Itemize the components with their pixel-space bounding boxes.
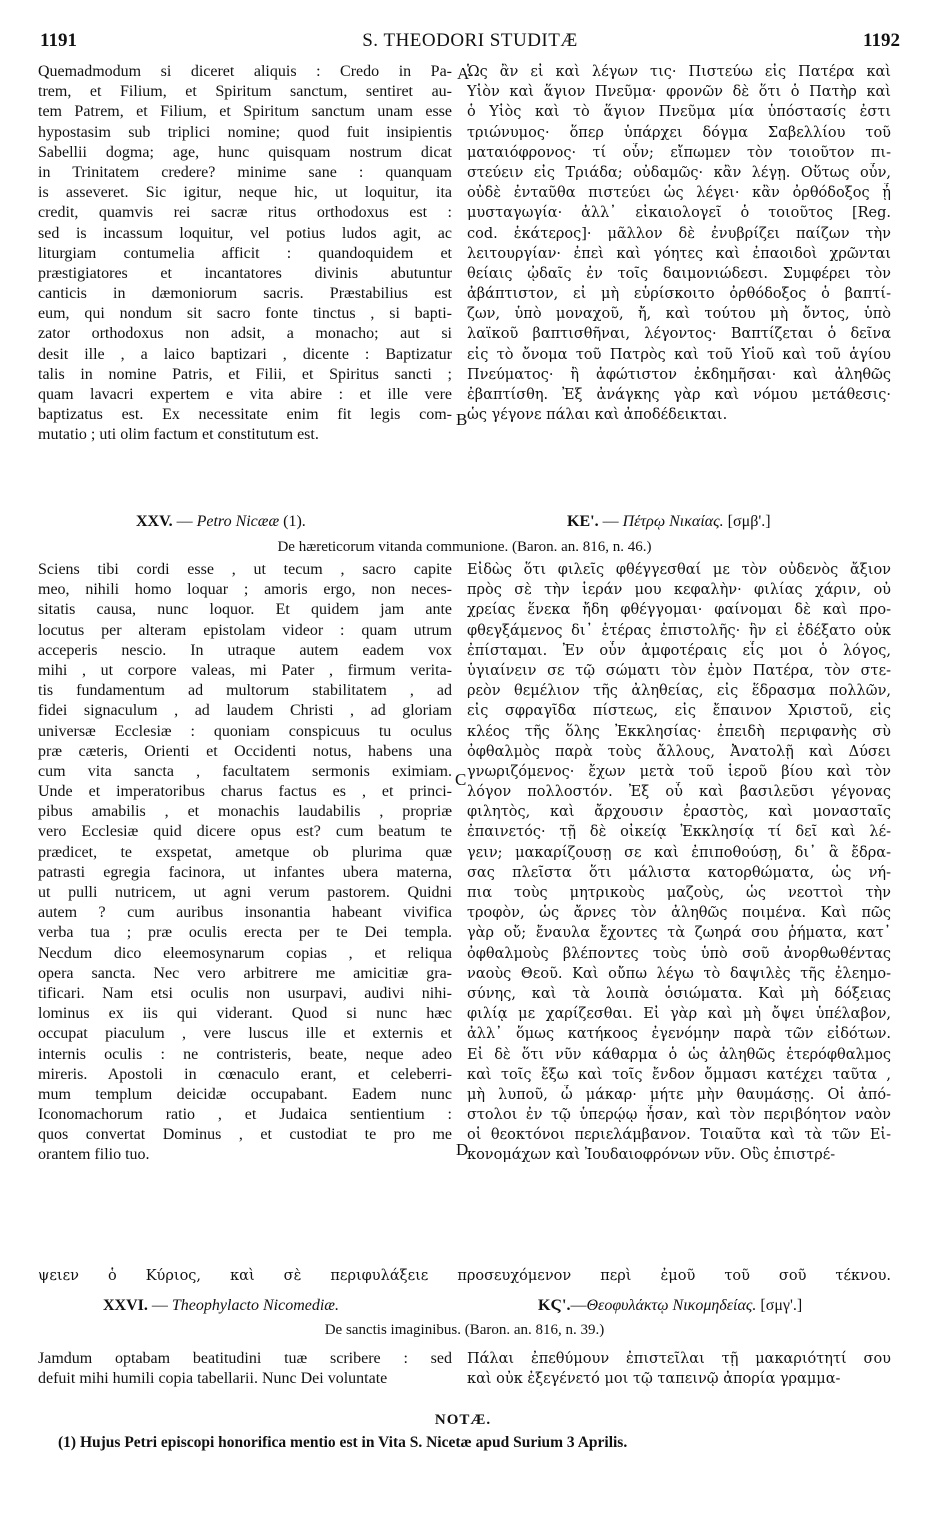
greek-text-line: ἐβαπτίσθη. Ἐξ ἀνάγκης γὰρ καὶ νόμου μετάθεσις·	[467, 387, 891, 403]
greek-text-line: ναοὺς Θεοῦ. Καὶ οὔπω λέγω τὸ δαψιλὲς τῆς ἐλεημο-	[467, 965, 891, 982]
latin-text-line: Quemadmodum si diceret aliquis : Credo in Pa-	[38, 63, 452, 80]
greek-letter-addressee: Πέτρῳ Νικαίας.	[622, 513, 724, 530]
latin-text-line: prædicet, te exspetat, ametque ob plurima quæ	[38, 843, 452, 861]
latin-text-line: meo, nihili homo loquar ; amoris ergo, non neces-	[38, 581, 452, 599]
latin-text-line: Sciens tibi cordi esse , ut tecum , sacro capite	[38, 561, 452, 578]
greek-column-letter26	[467, 1349, 891, 1389]
greek-text-line: ὁ Υἱὸς καὶ τὸ ἅγιον Πνεῦμα μία ὑπόστασίς ἐστι	[467, 104, 891, 121]
notes-heading: NOTÆ.	[434, 1412, 492, 1428]
latin-text-line: lominus ex iis qui viderant. Quod si nunc hæc	[38, 1005, 452, 1023]
latin-text-line: in Trinitatem credere? minime sane : quanquam	[38, 163, 452, 181]
latin-text-line: locutus per alteram epistolam videor : quam utrum	[38, 621, 452, 639]
latin-text-line: orantem filio tuo.	[38, 1146, 150, 1164]
latin-text-line: sed is incassum loquitur, vel potius ludos agit, ac	[38, 224, 452, 242]
latin-text-line: verba tua ; præ oculis erecta per te Dei templa.	[38, 924, 452, 942]
greek-text-line: Εἰ δὲ ὅτι νῦν κάθαρμα ὁ ὡς ἀληθῶς ἑτερόφθαλμος	[467, 1046, 891, 1063]
latin-text-line: præstigiatores et incantatores divinis abutuntur	[38, 264, 452, 282]
latin-letter26-heading	[103, 1297, 339, 1315]
greek-letter26-dash: —	[570, 1297, 587, 1314]
latin-text-line: tificari. Nam etsi oculis non usurpavi, audivi nihi-	[38, 984, 452, 1002]
latin-text-line: Iconomachorum ratio , et Judaica sentientium :	[38, 1106, 452, 1124]
greek-text-line: ὡς γέγονε πάλαι καὶ ἀποδέδεικται.	[467, 407, 728, 424]
greek-text-line: μὴ λυποῦ, ὦ μάκαρ· μήτε μὴν θαυμάσῃς. Οἱ ἀπό-	[467, 1086, 891, 1103]
greek-text-line: πια τοὺς μητρικοὺς μαζοὺς, ὡς νεοττοὶ τὴν	[467, 885, 891, 901]
greek-column-letter25	[467, 560, 891, 1166]
letter26-subtitle: De sanctis imaginibus. (Baron. an. 816, n. 39.)	[324, 1322, 605, 1338]
greek-text-line: ἐπίσταμαι. Ἐν οὖν ἀμφοτέραις εἷς μοι ὁ λόγος,	[467, 642, 891, 659]
latin-text-line: occupat piaculum , vere luscus ille et externis et	[38, 1025, 452, 1043]
greek-text-line: εἰς σφραγῖδα πίστεως, εἰς ἔπαινον Χριστοῦ, εἰς	[467, 703, 891, 720]
latin-text-line: trem, et Filium, et Spiritum sanctum, sentiret au-	[38, 83, 452, 101]
latin-text-line: mireris. Apostoli in cœnaculo erant, et celeberri-	[38, 1065, 452, 1083]
greek-text-line: λειτουργίαν· ἐπεὶ καὶ γόητες καὶ ἐπαοιδοὶ χρῶνται	[467, 245, 891, 262]
latin-letter-addressee: Petro Nicææ	[196, 513, 280, 530]
page-header	[40, 30, 900, 58]
latin-letter-number: XXV.	[136, 513, 173, 530]
greek-text-line: στεύειν εἰς Τριάδα; οὐδαμῶς· κἂν λέγῃ. Οὕτως οὖν,	[467, 164, 891, 181]
latin-text-line: talis in nomine Patris, et Filii, et Spiritus sancti ;	[38, 365, 452, 383]
greek-text-line: ἐπαινετός· τῇ δὲ οἰκείᾳ Ἐκκλησίᾳ τί δεῖ καὶ λέ-	[467, 824, 891, 841]
latin-text-line: Unde et imperatoribus charus factus es , et princi-	[38, 783, 452, 801]
greek-text-line: λόγον πολλοστόν. Ἐξ οὗ καὶ βασιλεῦσι γέγονας	[467, 784, 891, 801]
greek-text-line: Πνεύματος· ἢ ἀφώτιστον ἐκδημῆσαι· καὶ ἀληθῶς	[467, 366, 891, 383]
latin-text-line: Jamdum optabam beatitudini tuæ scribere : sed	[38, 1350, 452, 1367]
latin-column-letter26	[38, 1349, 452, 1389]
greek-text-line: Ὡς ἂν εἰ καὶ λέγων τις· Πιστεύω εἰς Πατέρα καὶ	[467, 64, 891, 80]
latin-text-line: mutatio ; uti olim factum et constitutum est.	[38, 426, 319, 444]
greek-text-line: Πάλαι ἐπεθύμουν ἐπιστεῖλαι τῇ μακαριότητί σου	[467, 1351, 891, 1367]
latin-text-line: credit, quamvis rei sacræ ritus orthodoxus est :	[38, 204, 452, 222]
latin-text-line: opera sancta. Nec vero arbitrere me amicitiæ gra-	[38, 964, 452, 982]
latin-text-line: fidei signaculum , ad laudem Christi , ad gloriam	[38, 702, 452, 720]
latin-text-line: autem ? cum auribus insonantia habeant vivifica	[38, 904, 452, 922]
latin-letter26-addressee: Theophylacto Nicomediæ.	[171, 1297, 339, 1314]
greek-text-line: πρὸς σὲ τὴν ἱεράν μου κεφαλὴν· φιλίας χάριν, οὐ	[467, 582, 891, 599]
latin-text-line: acceperis nescio. In utraque autem eadem vox	[38, 641, 452, 659]
latin-column-letter25	[38, 560, 452, 1166]
greek-text-line: ρεὸν θεμέλιον τῆς ἀληθείας, εἰς ἕδρασμα πολλῶν,	[467, 683, 891, 700]
margin-letter-d: D	[456, 1140, 469, 1159]
latin-text-line: universæ Ecclesiæ : quoniam conspicuus tu oculus	[38, 722, 452, 740]
greek-text-line: καὶ οὐκ ἐξεγένετό μοι τῷ ταπεινῷ ἀπορία γραμμα-	[467, 1371, 841, 1388]
latin-column-block1	[38, 62, 452, 446]
greek-text-line: τριώνυμος· ὅπερ ὑπάρχει δόγμα Σαβελλίου τοῦ	[467, 124, 891, 141]
latin-text-line: præ cæteris, Orienti et Occidenti notus, habens una	[38, 742, 452, 760]
latin-letter-heading	[136, 513, 306, 531]
greek-heading-dash: —	[598, 513, 623, 530]
greek-letter-ref: [σμβ'.]	[723, 513, 771, 530]
full-width-greek-line: ψειεν ὁ Κύριος, καὶ σὲ περιφυλάξειε προσευχόμενον περὶ ἐμοῦ τοῦ σοῦ τέκνου.	[38, 1268, 891, 1284]
greek-text-line: κονομάχων καὶ Ἰουδαιοφρόνων νῦν. Οὓς ἐπιστρέ-	[467, 1147, 836, 1164]
greek-text-line: στολοι ἐν τῷ ὑπερῴῳ ἦσαν, καὶ τὸν περιβόητον ναὸν	[467, 1107, 891, 1124]
greek-letter26-addressee: Θεοφυλάκτῳ Νικομηδείας.	[586, 1297, 757, 1314]
greek-text-line: λαϊκοῦ βαπτισθῆναι, λέγοντος· Βαπτίζεται ὁ δεῖνα	[467, 326, 891, 343]
greek-text-line: σας πλεῖστα ὅτι μάλιστα κατορθώματα, ὡς νή-	[467, 864, 891, 881]
greek-text-line: ματαιόφρονος· τί οὖν; εἴπωμεν τὸν τοιοῦτον πι-	[467, 144, 891, 161]
greek-text-line: θείαις ᾠδαῖς ἐν τοῖς δαιμονιώδεσι. Συμφέρει τὸν	[467, 265, 891, 282]
greek-text-line: φιλητὸς, καὶ ἄρχουσιν ἐραστὸς, καὶ μονασταῖς	[467, 804, 891, 821]
greek-text-line: κλέος τῆς ὅλης Ἐκκλησίας· ἐπειδὴ περιφανὴς σὺ	[467, 723, 891, 740]
latin-footnote-ref: (1).	[279, 513, 306, 530]
greek-letter-heading	[567, 513, 771, 531]
margin-letter-c: C	[455, 770, 467, 789]
latin-text-line: internis oculis : ne contristeris, beate, neque adeo	[38, 1045, 452, 1063]
latin-text-line: sitatis causa, nunc loquor. Et quidem jam ante	[38, 601, 452, 619]
latin-text-line: quos convertat Dominus , et custodiat te pro me	[38, 1126, 452, 1144]
greek-text-line: εἰς τὸ ὄνομα τοῦ Πατρὸς καὶ τοῦ Υἱοῦ καὶ τοῦ ἁγίου	[467, 346, 891, 363]
left-page-number: 1191	[40, 30, 77, 51]
latin-text-line: Necdum dico eleemosynarum copias , et reliqua	[38, 944, 452, 962]
latin-text-line: zator orthodoxus non adsit, a monacho; aut si	[38, 325, 452, 343]
latin-text-line: tem Patrem, et Filium, et Spiritum sanctum unam esse	[38, 103, 452, 121]
greek-text-line: ἀβάπτιστον, εἰ μὴ εὑρίσκοιτο ὀρθόδοξος ὁ βαπτί-	[467, 286, 891, 303]
greek-text-line: οἱ θεοκτόνοι περιελάμβανον. Τοιαῦτα καὶ τὰ τῶν Εἰ-	[467, 1127, 891, 1144]
latin-letter26-dash: —	[147, 1297, 172, 1314]
latin-text-line: desit ille , a laico baptizari , dicente : Baptizatur	[38, 345, 452, 363]
greek-text-line: ὑγιαίνειν σε τῷ σώματι τὸν ἐμὸν Πατέρα, τὸν στε-	[467, 662, 891, 679]
latin-letter26-number: XXVI.	[103, 1297, 148, 1314]
greek-text-line: ζων, ὑπὸ μοναχοῦ, ἤ, καὶ τούτου μὴ ὄντος, ὑπὸ	[467, 306, 891, 323]
latin-text-line: eum, qui nondum sit sacro fonte tinctus , si bapti-	[38, 305, 452, 323]
latin-text-line: baptizatus est. Ex necessitate enim fit legis com-	[38, 406, 452, 424]
margin-letter-b: B	[456, 410, 468, 429]
greek-letter26-heading	[538, 1297, 802, 1315]
greek-text-line: γειν; μακαρίζουσῃ σε καὶ ἐπιποθούσῃ, δι᾽ ἃ ἔδρα-	[467, 844, 891, 861]
latin-text-line: tis fundamentum ad multorum stabilitatem , ad	[38, 682, 452, 700]
greek-text-line: ὀφθαλμὸς παρὰ τοὺς ἄλλους, Ἀνατολῇ καὶ Δύσει	[467, 743, 891, 760]
latin-text-line: pibus amabilis , et monachis laudabilis , propriæ	[38, 803, 452, 821]
footnote-1: (1) Hujus Petri episcopi honorifica mentio est in Vita S. Nicetæ apud Surium 3 Aprilis.	[58, 1434, 628, 1451]
greek-text-line: μυσταγωγία· ἀλλ᾽ εἰκαιολογεῖ ὁ τοιοῦτος [Reg.	[467, 205, 891, 222]
greek-text-line: cod. ἑκάτερος]· μᾶλλον δὲ ἐνυβρίζει παίζων τὴν	[467, 225, 891, 242]
latin-text-line: cum vita sancta , facultatem sermonis eximiam.	[38, 762, 452, 780]
greek-text-line: οὐδὲ ἐνταῦθα πιστεύει ὡς λέγει· κἂν ὀρθόδοξος ᾖ	[467, 185, 891, 202]
greek-text-line: γνωριζόμενος· ἔχων μετὰ τοῦ ἱεροῦ βίου καὶ τὸν	[467, 763, 891, 780]
greek-text-line: φθεγξάμενος δι᾽ ἑτέρας ἐπιστολῆς· ἣν εἰ ἐδέξατο οὐκ	[467, 622, 891, 639]
latin-text-line: liturgiam contumelia afficit : quandoquidem et	[38, 244, 452, 262]
running-title: S. THEODORI STUDITÆ	[362, 30, 578, 51]
latin-text-line: hypostasim sub triplici nomine; quod fuit insipientis	[38, 123, 452, 141]
letter-subtitle: De hæreticorum vitanda communione. (Baron. an. 816, n. 46.)	[277, 539, 652, 555]
latin-text-line: ut pulli nutricem, ut agni verum pastorem. Quidni	[38, 884, 452, 901]
greek-text-line: Εἰδὼς ὅτι φιλεῖς φθέγγεσθαί με τὸν οὐδενὸς ἄξιον	[467, 562, 891, 578]
right-page-number: 1192	[863, 30, 900, 51]
greek-text-line: ὀφθαλμοὺς βλέποντες τοὺς ὑπὸ σοῦ ἀνορθωθέντας	[467, 945, 891, 962]
greek-text-line: γὰρ οὔ; ἔναυλα ἔχοντες τὰ ζωηρά σου ῥήματα, κατ᾽	[467, 925, 891, 942]
latin-text-line: quam lavacri expertem e vita abire : et ille vere	[38, 386, 452, 403]
greek-column-block1	[467, 62, 891, 425]
greek-text-line: φιλίᾳ με χαρίζεσθαι. Εἰ γὰρ καὶ μὴ ὄψει ὑπέλαβον,	[467, 1006, 891, 1023]
greek-text-line: ἀλλ᾽ ὅμως κατήκοος ἐγενόμην παρὰ τῶν εἰδότων.	[467, 1026, 891, 1043]
greek-text-line: σύνης, καὶ τὰ λοιπὰ ὁσιώματα. Καὶ μὴ δόξειας	[467, 985, 891, 1002]
margin-letter-a: A	[457, 64, 470, 83]
latin-text-line: canticis in dæmoniorum sacris. Præstabilius est	[38, 285, 452, 303]
greek-letter-number: ΚΕ'.	[567, 513, 599, 530]
latin-text-line: vero Ecclesiæ quid dicere opus est? cum beatum te	[38, 823, 452, 841]
latin-heading-dash: —	[172, 513, 197, 530]
latin-text-line: defuit mihi humili copia tabellarii. Nunc Dei voluntate	[38, 1370, 388, 1388]
greek-text-line: τροφὸν, ὡς ἄρνες τὸν ἀληθῶς ποιμένα. Καὶ πῶς	[467, 905, 891, 922]
greek-letter26-number: ΚϚ'.	[538, 1297, 571, 1314]
latin-text-line: Sabellii dogma; age, hunc quisquam nostrum dicat	[38, 143, 452, 161]
latin-text-line: mum templum deicidæ occupabant. Eadem nunc	[38, 1085, 452, 1103]
latin-text-line: is asseveret. Sic igitur, neque hic, ut loquitur, ita	[38, 184, 452, 202]
latin-text-line: patrasti egregia facinora, ut infantes ubera materna,	[38, 863, 452, 881]
greek-text-line: χρείας ἕνεκα ἤδη φθέγγομαι· φαίνομαι δὲ καὶ προ-	[467, 602, 891, 619]
greek-text-line: καὶ τοῖς ἔξω καὶ τοῖς ἔνδον ὄμμασι κατέχει ταῦτα ,	[467, 1066, 891, 1083]
greek-letter26-ref: [σμγ'.]	[756, 1297, 803, 1314]
latin-text-line: mihi , ut corpore valeas, mi Pater , firmum verita-	[38, 661, 452, 679]
greek-text-line: Υἱὸν καὶ ἅγιον Πνεῦμα· φρονῶν δὲ ὅτι ὁ Πατὴρ καὶ	[467, 84, 891, 101]
